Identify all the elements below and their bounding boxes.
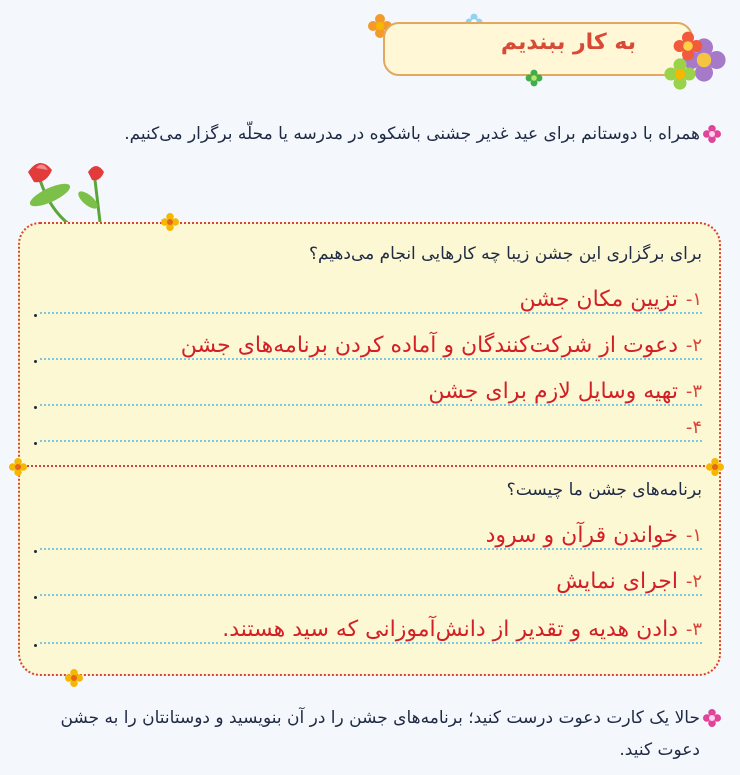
answer-text: خواندن قرآن و سرود — [485, 523, 678, 548]
answer-row[interactable] — [40, 410, 702, 442]
footer-paragraph: حالا یک کارت دعوت درست کنید؛ برنامه‌های جشن را در آن بنویسید و دوستانتان را به جشن دعوت کنید. — [60, 708, 700, 760]
row-number: ۳- — [685, 619, 702, 640]
answer-text: تهیه وسایل لازم برای جشن — [428, 379, 678, 404]
row-number: ۱- — [685, 525, 702, 546]
flower-green-icon — [526, 70, 543, 87]
answer-row[interactable] — [40, 612, 702, 644]
title-banner — [383, 22, 693, 76]
row-number: ۲- — [685, 335, 702, 356]
row-number: ۴- — [685, 417, 702, 438]
question-programs: برنامه‌های جشن ما چیست؟ — [506, 480, 702, 500]
intro-paragraph: همراه با دوستانم برای عید غدیر جشنی باشکوه در مدرسه یا محلّه برگزار می‌کنیم. — [124, 124, 700, 144]
flower-red-icon — [674, 32, 703, 61]
answer-row[interactable] — [40, 328, 702, 360]
row-number: ۲- — [685, 571, 702, 592]
tulip-icon — [10, 150, 120, 230]
bullet-flower-icon — [703, 125, 721, 143]
row-number: ۱- — [685, 289, 702, 310]
row-number: ۳- — [685, 381, 702, 402]
divider-left-flower-icon — [9, 458, 27, 476]
divider-right-flower-icon — [706, 458, 724, 476]
answer-row[interactable] — [40, 282, 702, 314]
section-divider — [18, 465, 721, 467]
question-activities: برای برگزاری این جشن زیبا چه کارهایی انجام می‌دهیم؟ — [308, 244, 702, 264]
flower-lime-icon — [664, 58, 695, 89]
answer-text: دعوت از شرکت‌کنندگان و آماده کردن برنامه‌های جشن — [180, 333, 678, 358]
answer-text: دادن هدیه و تقدیر از دانش‌آموزانی که سید هستند. — [222, 617, 678, 642]
box-corner-flower-icon — [161, 213, 179, 231]
page-title: به کار ببندیم — [500, 30, 636, 55]
answer-row[interactable] — [40, 374, 702, 406]
box-bottom-flower-icon — [65, 669, 83, 687]
answer-row[interactable] — [40, 518, 702, 550]
bullet-flower-icon — [703, 709, 721, 727]
answer-text: تزیین مکان جشن — [519, 287, 678, 312]
answer-row[interactable] — [40, 564, 702, 596]
answer-text: اجرای نمایش — [556, 569, 678, 594]
